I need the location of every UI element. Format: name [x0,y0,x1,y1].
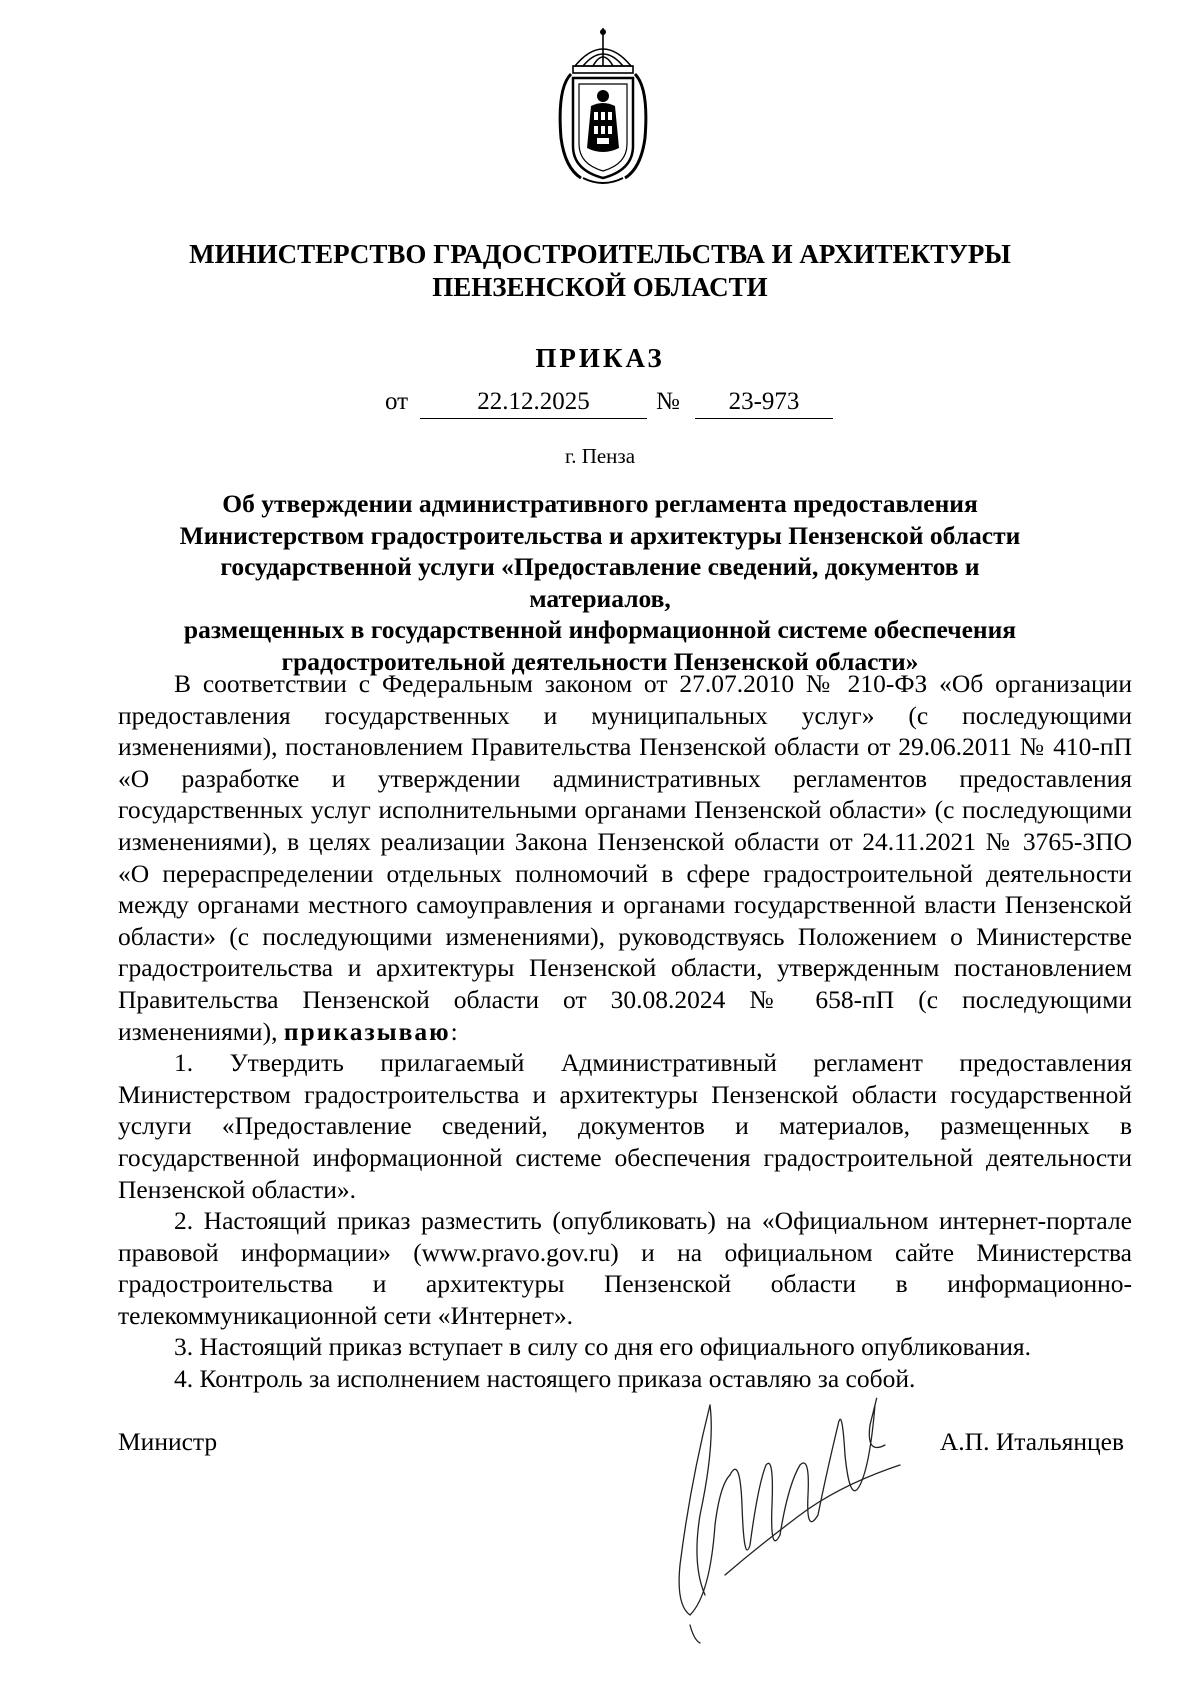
order-colon: : [450,1016,458,1046]
order-item-3: 3. Настоящий приказ вступает в силу со дня его официального опубликования. [174,1332,1031,1362]
ministry-name-line2: ПЕНЗЕНСКОЙ ОБЛАСТИ [432,272,768,302]
penza-coat-of-arms-icon [553,28,653,188]
date-prefix: от [385,388,409,415]
title-line: размещенных в государственной информационной системе обеспечения [183,615,1017,644]
document-body [118,668,1132,1395]
order-item-1: 1. Утвердить прилагаемый Административный регламент предоставления Министерством градостроительства и архитектуры Пензенской области государственной услуги «Предоставление сведений, документов и материалов, размещенных в государственной информационной системе обеспечения градостроительной деятельности Пензенской области». [118,1048,1132,1204]
order-item-2: 2. Настоящий приказ разместить (опубликовать) на «Официальном интернет-портале правовой информации» (www.pravo.gov.ru) и на официальном сайте Министерства градостроительства и архитектуры Пензенской области в информационно-телекоммуникационной сети «Интернет». [118,1206,1132,1330]
city: г. Пенза [564,444,636,468]
order-item-4: 4. Контроль за исполнением настоящего приказа оставляю за собой. [174,1364,916,1394]
preamble-paragraph [118,668,1132,1047]
signer-name: А.П. Итальянцев [939,1427,1124,1456]
title-line: градостроительной деятельности Пензенской области» [281,646,919,676]
handwritten-signature-icon [670,1365,910,1645]
title-line: государственной услуги «Предоставление сведений, документов и материалов, [220,552,980,613]
ministry-name-line1: МИНИСТЕРСТВО ГРАДОСТРОИТЕЛЬСТВА И АРХИТЕКТУРЫ [189,239,1011,269]
title-line: Министерством градостроительства и архитектуры Пензенской области [179,520,1021,550]
signer-position: Министр [118,1427,218,1456]
number-sign: № [656,388,680,415]
ministry-name [0,238,1200,304]
document-type: ПРИКАЗ [535,343,665,373]
date-number-line [0,388,1200,422]
document-number: 23-973 [695,388,833,419]
document-title [150,488,1050,677]
preamble-text: В соответствии с Федеральным законом от 27.07.2010 № 210-ФЗ «Об организации предоставления государственных и муниципальных услуг» (с последующими изменениями), постановлением Правительства Пензенской области от 29.06.2011 № 410-пП «О разработке и утверждении административных регламентов предоставления государственных услуг исполнительными органами Пензенской области» (с последующими изменениями), в целях реализации Закона Пензенской области от 24.11.2021 № 3765-ЗПО «О перераспределении отдельных полномочий в сфере градостроительной деятельности между органами местного самоуправления и органами государственной власти Пензенской области» (с последующими изменениями), руководствуясь Положением о Министерстве градостроительства и архитектуры Пензенской области, утвержденным постановлением Правительства Пензенской области от 30.08.2024 № 658-пП (с последующими изменениями), [118,669,1132,1046]
document-date: 22.12.2025 [420,388,647,419]
order-word: приказываю [283,1016,451,1046]
title-line: Об утверждении административного регламента предоставления [222,489,978,518]
